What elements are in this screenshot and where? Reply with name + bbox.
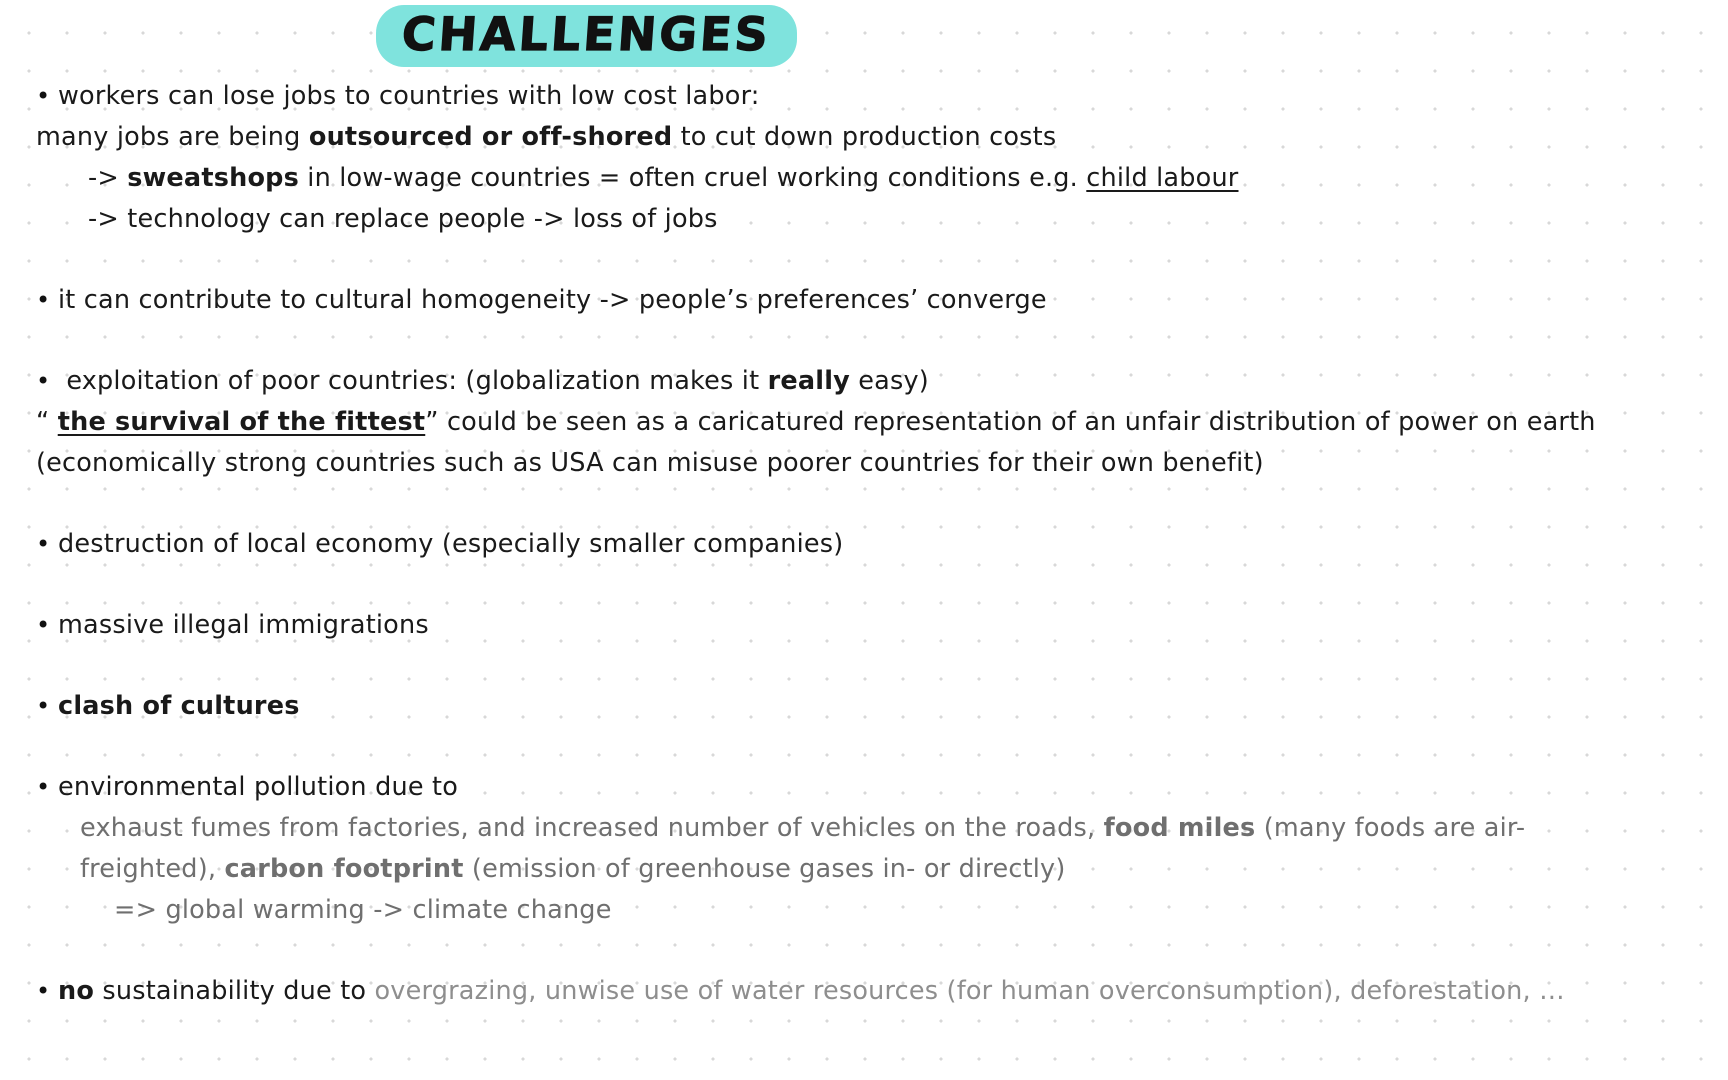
note-7-line-3-bold: carbon footprint: [224, 854, 464, 884]
note-1-sub-1-c: in low-wage countries = often cruel working conditions e.g.: [299, 163, 1087, 193]
note-7-line-3-c: (emission of greenhouse gases in- or directly): [463, 854, 1066, 884]
note-1-line-2-c: to cut down production costs: [672, 122, 1057, 152]
bullet-icon: •: [36, 611, 51, 639]
note-1-line-2: [36, 117, 1692, 158]
note-item-1: [36, 76, 1692, 240]
note-2-text: it can contribute to cultural homogeneity -> people’s preferences’ converge: [58, 285, 1047, 315]
note-5-text: massive illegal immigrations: [58, 610, 429, 640]
bullet-icon: •: [36, 530, 51, 558]
note-7-line-3: [36, 849, 1692, 890]
note-3-lead-a: exploitation of poor countries: (globalization makes it: [58, 366, 768, 396]
spacer: [36, 727, 1692, 767]
note-7-sub: => global warming -> climate change: [114, 895, 612, 925]
note-7-line-2-bold: food miles: [1103, 813, 1256, 843]
bullet-icon: •: [36, 977, 51, 1005]
arrow-marker: ->: [88, 163, 128, 193]
note-item-7: [36, 767, 1692, 931]
note-1-line-2-bold: outsourced or off-shored: [308, 122, 673, 152]
note-1-line-2-a: many jobs are being: [36, 122, 309, 152]
note-7-line-2-a: exhaust fumes from factories, and increased number of vehicles on the roads,: [80, 813, 1104, 843]
spacer: [36, 321, 1692, 361]
note-3-line-3: (economically strong countries such as USA can misuse poorer countries for their own benefit): [36, 448, 1264, 478]
note-item-8: [36, 971, 1692, 1012]
note-7-lead: environmental pollution due to: [58, 772, 459, 802]
note-1-lead: workers can lose jobs to countries with low cost labor:: [58, 81, 760, 111]
spacer: [36, 565, 1692, 605]
note-3-lead: [58, 361, 1692, 402]
spacer: [36, 484, 1692, 524]
title-text: CHALLENGES: [400, 7, 773, 61]
note-4-text: destruction of local economy (especially smaller companies): [58, 529, 844, 559]
note-1-sub-1: [36, 158, 1692, 199]
note-3-line-2: [36, 402, 1692, 443]
notes-content: [36, 76, 1692, 1012]
note-8-bold: no: [58, 976, 95, 1006]
note-item-5: [36, 605, 1692, 646]
note-6-text: clash of cultures: [58, 691, 300, 721]
note-3-lead-bold: really: [767, 366, 850, 396]
note-8-b: sustainability due to: [94, 976, 375, 1006]
note-item-4: [36, 524, 1692, 565]
bullet-icon: •: [36, 82, 51, 110]
bullet-icon: •: [36, 367, 51, 395]
title-highlight: [376, 5, 797, 67]
quote-open: “: [36, 407, 58, 437]
note-7-line-3-a: freighted),: [80, 854, 225, 884]
note-item-3: [36, 361, 1692, 484]
note-1-sub-2: -> technology can replace people -> loss of jobs: [88, 204, 718, 234]
note-3-line-2-underlined: the survival of the fittest: [57, 407, 426, 437]
spacer: [36, 240, 1692, 280]
note-item-2: [36, 280, 1692, 321]
spacer: [36, 931, 1692, 971]
note-7-line-2: [36, 808, 1692, 849]
spacer: [36, 646, 1692, 686]
note-1-sub-1-underlined: child labour: [1086, 163, 1239, 193]
note-3-lead-c: easy): [849, 366, 929, 396]
note-8-grey: overgrazing, unwise use of water resources (for human overconsumption), deforestation, …: [374, 976, 1565, 1006]
bullet-icon: •: [36, 286, 51, 314]
note-7-line-2-c: (many foods are air-: [1255, 813, 1526, 843]
note-item-6: [36, 686, 1692, 727]
bullet-icon: •: [36, 773, 51, 801]
bullet-icon: •: [36, 692, 51, 720]
note-1-sub-1-bold: sweatshops: [127, 163, 299, 193]
note-8-text: [58, 971, 1692, 1012]
note-3-line-2-c: ” could be seen as a caricatured representation of an unfair distribution of power on earth: [425, 407, 1596, 437]
page-title: [36, 0, 1692, 72]
